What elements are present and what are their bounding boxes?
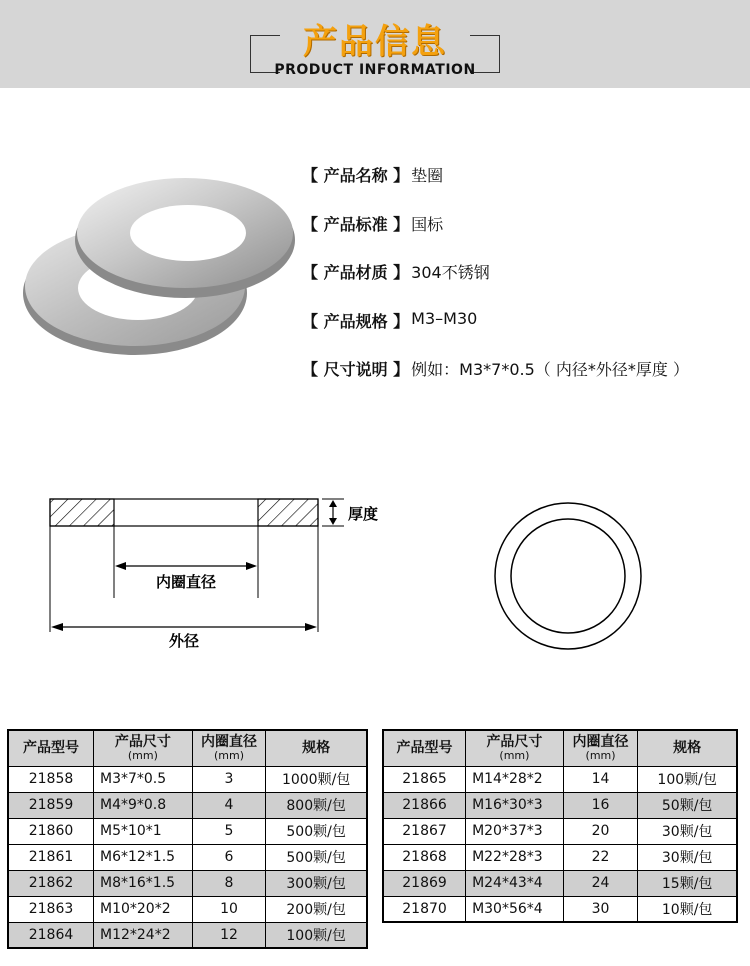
table-row <box>383 870 737 896</box>
spec-value: 国标 <box>411 214 444 234</box>
spec-table-right <box>382 729 738 923</box>
header-model: 产品型号 <box>383 730 466 766</box>
cell-size: M8*16*1.5 <box>94 870 193 896</box>
hatched-right <box>258 499 318 526</box>
cell-model: 21864 <box>8 922 94 948</box>
table-header-row <box>383 730 737 766</box>
table-row <box>8 896 367 922</box>
spec-label: 【 尺寸说明 】 <box>302 360 410 379</box>
cell-model: 21862 <box>8 870 94 896</box>
cell-pack: 300颗/包 <box>266 870 367 896</box>
cell-model: 21868 <box>383 844 466 870</box>
header-size-text: 产品尺寸 <box>486 734 543 751</box>
washer-photo <box>20 178 300 358</box>
cell-model: 21867 <box>383 818 466 844</box>
cell-pack: 800颗/包 <box>266 792 367 818</box>
cell-inner: 10 <box>192 896 265 922</box>
cell-size: M24*43*4 <box>466 870 564 896</box>
header-unit: (mm) <box>127 748 158 762</box>
spec-list <box>302 163 689 406</box>
table-row <box>383 766 737 792</box>
inner-diameter-label: 内圈直径 <box>155 573 217 591</box>
cell-inner: 14 <box>563 766 637 792</box>
header-size-text: 产品尺寸 <box>114 734 171 751</box>
cell-inner: 6 <box>192 844 265 870</box>
cell-inner: 24 <box>563 870 637 896</box>
page-subtitle: PRODUCT INFORMATION <box>274 62 476 78</box>
cell-pack: 100颗/包 <box>638 766 737 792</box>
header-unit: (mm) <box>214 748 245 762</box>
spec-label: 【 产品标准 】 <box>302 214 410 234</box>
spec-row-standard <box>302 212 689 261</box>
cell-model: 21866 <box>383 792 466 818</box>
hatched-left <box>50 499 114 526</box>
thickness-label: 厚度 <box>348 505 379 523</box>
header-inner <box>192 730 265 766</box>
cell-inner: 30 <box>563 896 637 922</box>
cell-pack: 1000颗/包 <box>266 766 367 792</box>
cell-inner: 16 <box>563 792 637 818</box>
header-inner-text: 内圈直径 <box>201 734 258 751</box>
cell-size: M22*28*3 <box>466 844 564 870</box>
spec-row-name <box>302 163 689 212</box>
spec-row-material <box>302 260 689 309</box>
header-pack: 规格 <box>266 730 367 766</box>
table-row <box>383 896 737 922</box>
cell-inner: 4 <box>192 792 265 818</box>
cell-size: M12*24*2 <box>94 922 193 948</box>
cell-pack: 10颗/包 <box>638 896 737 922</box>
table-row <box>8 922 367 948</box>
header-unit: (mm) <box>499 748 530 762</box>
outer-diameter-label: 外径 <box>168 632 200 650</box>
spec-label: 【 产品材质 】 <box>302 263 410 282</box>
spec-value: 304不锈钢 <box>411 263 490 282</box>
cell-pack: 15颗/包 <box>638 870 737 896</box>
cell-pack: 500颗/包 <box>266 818 367 844</box>
spec-table-left <box>7 729 368 949</box>
header-inner-text: 内圈直径 <box>572 734 629 751</box>
spec-value: M3–M30 <box>411 308 478 328</box>
table-row <box>383 792 737 818</box>
spec-label: 【 产品规格 】 <box>302 311 410 331</box>
cell-size: M5*10*1 <box>94 818 193 844</box>
header-size <box>94 730 193 766</box>
header-pack: 规格 <box>638 730 737 766</box>
cell-size: M20*37*3 <box>466 818 564 844</box>
cell-inner: 12 <box>192 922 265 948</box>
cell-model: 21869 <box>383 870 466 896</box>
cell-model: 21870 <box>383 896 466 922</box>
cross-section-diagram <box>30 480 400 655</box>
cell-model: 21859 <box>8 792 94 818</box>
cell-inner: 3 <box>192 766 265 792</box>
cell-pack: 50颗/包 <box>638 792 737 818</box>
table-header-row <box>8 730 367 766</box>
cell-inner: 22 <box>563 844 637 870</box>
spec-row-size-note <box>302 357 689 406</box>
cell-pack: 30颗/包 <box>638 844 737 870</box>
cell-model: 21858 <box>8 766 94 792</box>
cell-model: 21865 <box>383 766 466 792</box>
header-unit: (mm) <box>585 748 616 762</box>
table-row <box>8 870 367 896</box>
cell-size: M30*56*4 <box>466 896 564 922</box>
ring-top-view <box>480 480 680 680</box>
cell-model: 21860 <box>8 818 94 844</box>
table-row <box>383 844 737 870</box>
cell-size: M4*9*0.8 <box>94 792 193 818</box>
spec-label: 【 产品名称 】 <box>302 166 410 185</box>
cell-size: M10*20*2 <box>94 896 193 922</box>
spec-value: 例如：M3*7*0.5（ 内径*外径*厚度 ） <box>411 360 689 379</box>
table-row <box>8 818 367 844</box>
cell-size: M16*30*3 <box>466 792 564 818</box>
cell-size: M6*12*1.5 <box>94 844 193 870</box>
cell-pack: 30颗/包 <box>638 818 737 844</box>
spec-value: 垫圈 <box>411 166 444 185</box>
header-model: 产品型号 <box>8 730 94 766</box>
cell-size: M3*7*0.5 <box>94 766 193 792</box>
spec-row-size-range <box>302 309 689 358</box>
page-title: 产品信息 <box>303 22 447 62</box>
cell-inner: 5 <box>192 818 265 844</box>
cell-pack: 200颗/包 <box>266 896 367 922</box>
table-row <box>8 844 367 870</box>
table-row <box>8 766 367 792</box>
cell-size: M14*28*2 <box>466 766 564 792</box>
header-size <box>466 730 564 766</box>
header-inner <box>563 730 637 766</box>
cell-model: 21863 <box>8 896 94 922</box>
table-row <box>383 818 737 844</box>
cell-pack: 500颗/包 <box>266 844 367 870</box>
cell-inner: 8 <box>192 870 265 896</box>
cell-inner: 20 <box>563 818 637 844</box>
cell-pack: 100颗/包 <box>266 922 367 948</box>
table-row <box>8 792 367 818</box>
cell-model: 21861 <box>8 844 94 870</box>
header-banner <box>0 0 750 88</box>
